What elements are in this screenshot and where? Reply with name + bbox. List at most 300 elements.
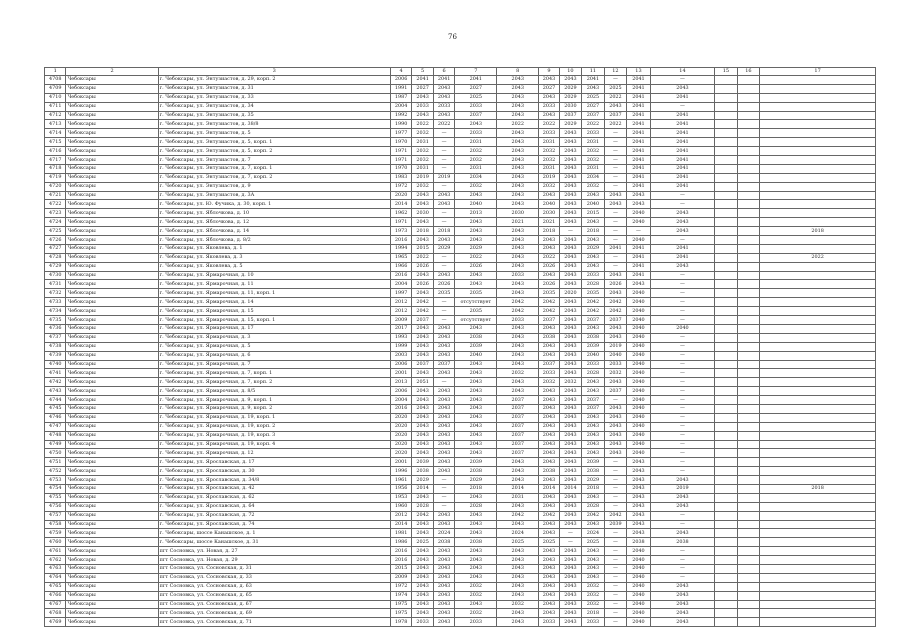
table-cell: 2033 <box>497 271 539 280</box>
table-cell: 2040 <box>627 609 651 618</box>
table-cell <box>760 378 876 387</box>
table-cell: Чебоксары <box>66 529 158 538</box>
column-number-6: 6 <box>433 68 454 76</box>
table-cell: 2043 <box>433 200 454 209</box>
table-cell: г. Чебоксары, ул. Яковлева, д. 3 <box>158 253 390 262</box>
table-cell: 2015 <box>390 564 411 573</box>
table-cell: 2043 <box>455 324 497 333</box>
table-cell <box>715 573 738 582</box>
table-cell: 2043 <box>497 191 539 200</box>
table-cell: 2027 <box>455 84 497 93</box>
table-cell <box>737 244 760 253</box>
table-cell: 2043 <box>539 191 559 200</box>
table-cell <box>715 351 738 360</box>
table-cell: 4764 <box>45 573 66 582</box>
table-cell: 2043 <box>559 609 582 618</box>
table-cell: 2043 <box>627 484 651 493</box>
table-cell: 1960 <box>390 502 411 511</box>
table-cell <box>760 164 876 173</box>
table-row <box>45 378 876 387</box>
table-cell: 2012 <box>390 307 411 316</box>
table-cell: 2043 <box>559 493 582 502</box>
table-cell: 2006 <box>390 360 411 369</box>
table-cell: 2043 <box>559 404 582 413</box>
table-row <box>45 573 876 582</box>
table-cell: 2040 <box>627 449 651 458</box>
table-cell: 2043 <box>433 93 454 102</box>
table-row <box>45 467 876 476</box>
table-cell: 2043 <box>433 111 454 120</box>
table-cell: 2043 <box>539 573 559 582</box>
table-cell: 2043 <box>497 342 539 351</box>
table-row <box>45 449 876 458</box>
table-cell: 2032 <box>582 591 605 600</box>
table-cell: 2038 <box>539 467 559 476</box>
table-cell: 2032 <box>539 378 559 387</box>
table-cell: — <box>604 467 627 476</box>
table-cell: 2043 <box>412 449 433 458</box>
table-row <box>45 476 876 485</box>
table-cell: — <box>433 218 454 227</box>
table-cell: 2028 <box>582 369 605 378</box>
table-row <box>45 493 876 502</box>
table-cell: 1971 <box>390 147 411 156</box>
table-cell: 2032 <box>559 378 582 387</box>
table-cell: 4708 <box>45 76 66 85</box>
table-cell: 2043 <box>433 556 454 565</box>
table-cell: г. Чебоксары, ул. Яблочкова, д. 8/2 <box>158 236 390 245</box>
table-cell <box>715 147 738 156</box>
table-cell: 2043 <box>582 449 605 458</box>
table-cell <box>737 120 760 129</box>
table-cell: 2043 <box>497 129 539 138</box>
table-cell: 2038 <box>650 538 714 547</box>
table-cell: 2039 <box>455 458 497 467</box>
table-row <box>45 387 876 396</box>
table-cell: 2043 <box>433 369 454 378</box>
table-cell: 2029 <box>455 476 497 485</box>
table-cell: 2043 <box>433 351 454 360</box>
table-cell <box>760 493 876 502</box>
table-cell: г. Чебоксары, ул. Ярмарочная, д. 15 <box>158 307 390 316</box>
table-cell <box>760 209 876 218</box>
table-cell: — <box>604 591 627 600</box>
table-cell: 2043 <box>433 600 454 609</box>
table-cell: 2043 <box>559 396 582 405</box>
table-row <box>45 396 876 405</box>
table-cell: Чебоксары <box>66 316 158 325</box>
table-cell: 2043 <box>497 280 539 289</box>
table-cell <box>715 316 738 325</box>
table-cell: 4734 <box>45 307 66 316</box>
table-cell: — <box>433 316 454 325</box>
table-cell: 2043 <box>559 600 582 609</box>
table-cell: 2043 <box>650 262 714 271</box>
table-cell: 2039 <box>604 520 627 529</box>
table-cell <box>760 609 876 618</box>
table-cell: 2041 <box>650 173 714 182</box>
table-cell <box>737 307 760 316</box>
table-cell: 2032 <box>455 156 497 165</box>
table-cell: — <box>604 173 627 182</box>
table-cell: 4767 <box>45 600 66 609</box>
table-cell: 2016 <box>390 556 411 565</box>
table-cell <box>760 520 876 529</box>
table-cell: 2043 <box>559 173 582 182</box>
table-cell: — <box>604 129 627 138</box>
table-cell <box>760 502 876 511</box>
table-cell: 2043 <box>650 600 714 609</box>
table-cell <box>760 218 876 227</box>
table-cell: 2041 <box>627 102 651 111</box>
table-cell: Чебоксары <box>66 262 158 271</box>
table-cell: Чебоксары <box>66 298 158 307</box>
table-cell: пгт Сосновка, ул. Сосновская, д. 69 <box>158 609 390 618</box>
table-cell <box>737 609 760 618</box>
table-cell: 2043 <box>497 156 539 165</box>
table-cell: 2043 <box>539 502 559 511</box>
table-cell: 2043 <box>539 547 559 556</box>
table-cell: 4754 <box>45 484 66 493</box>
table-cell: 1961 <box>390 476 411 485</box>
table-cell: 2037 <box>604 111 627 120</box>
table-cell: 2033 <box>582 360 605 369</box>
table-cell: 2043 <box>539 342 559 351</box>
table-cell: 2043 <box>559 618 582 627</box>
table-cell: — <box>650 271 714 280</box>
table-cell <box>760 129 876 138</box>
table-cell: 2043 <box>539 93 559 102</box>
table-cell: 1971 <box>390 156 411 165</box>
table-cell: 2042 <box>539 511 559 520</box>
column-number-13: 13 <box>627 68 651 76</box>
table-cell: 2043 <box>604 413 627 422</box>
table-cell: 2043 <box>497 102 539 111</box>
table-cell <box>760 93 876 102</box>
table-cell: 2040 <box>627 591 651 600</box>
table-cell: 4760 <box>45 538 66 547</box>
table-cell: г. Чебоксары, ул. Ярмарочная, д. 7, корп. 1 <box>158 369 390 378</box>
table-cell <box>737 404 760 413</box>
table-cell: 2043 <box>559 440 582 449</box>
table-cell: 2031 <box>582 138 605 147</box>
column-number-14: 14 <box>650 68 714 76</box>
table-cell: 2014 <box>539 484 559 493</box>
table-cell: 2043 <box>604 271 627 280</box>
table-cell: Чебоксары <box>66 547 158 556</box>
table-cell: — <box>650 404 714 413</box>
table-cell: 2028 <box>582 502 605 511</box>
table-cell: Чебоксары <box>66 173 158 182</box>
table-cell: — <box>604 227 627 236</box>
table-row <box>45 618 876 627</box>
table-cell: 2043 <box>497 467 539 476</box>
table-cell <box>760 280 876 289</box>
table-cell: 2043 <box>433 324 454 333</box>
table-cell: 2043 <box>412 200 433 209</box>
table-cell: 2031 <box>539 164 559 173</box>
table-cell: 1973 <box>390 227 411 236</box>
table-cell <box>737 493 760 502</box>
column-number-10: 10 <box>559 68 582 76</box>
table-cell: 2026 <box>412 262 433 271</box>
table-cell: г. Чебоксары, ул. Энтузиастов, д. 31 <box>158 84 390 93</box>
table-cell: Чебоксары <box>66 493 158 502</box>
table-cell: 2043 <box>497 360 539 369</box>
table-cell <box>760 182 876 191</box>
table-cell: г. Чебоксары, ул. Ярмарочная, д. 3 <box>158 333 390 342</box>
table-cell <box>715 200 738 209</box>
table-cell: — <box>650 467 714 476</box>
table-cell: 2040 <box>627 396 651 405</box>
table-cell: г. Чебоксары, ул. Ярмарочная, д. 10 <box>158 271 390 280</box>
table-cell: 1970 <box>390 164 411 173</box>
table-cell: 2043 <box>433 387 454 396</box>
table-cell: 4725 <box>45 227 66 236</box>
table-cell: пгт Сосновка, ул. Сосновская, д. 63 <box>158 582 390 591</box>
table-cell <box>760 573 876 582</box>
table-cell: 2042 <box>582 511 605 520</box>
table-cell: 2031 <box>582 164 605 173</box>
table-cell <box>737 316 760 325</box>
table-cell: 2043 <box>559 591 582 600</box>
table-row <box>45 333 876 342</box>
table-cell: 2032 <box>582 182 605 191</box>
table-cell <box>715 324 738 333</box>
table-cell: 2043 <box>559 236 582 245</box>
table-cell <box>760 449 876 458</box>
table-cell: 2043 <box>433 564 454 573</box>
table-cell: 2043 <box>559 422 582 431</box>
table-cell: — <box>650 351 714 360</box>
table-cell: 2017 <box>390 324 411 333</box>
table-cell: 2043 <box>497 378 539 387</box>
table-cell: — <box>604 458 627 467</box>
table-cell: 2043 <box>412 600 433 609</box>
table-cell: 2037 <box>497 413 539 422</box>
table-cell <box>715 387 738 396</box>
table-cell: — <box>650 76 714 85</box>
table-cell <box>737 502 760 511</box>
table-cell: 2022 <box>412 120 433 129</box>
table-cell: — <box>604 147 627 156</box>
table-cell: 2043 <box>539 600 559 609</box>
table-cell: 2016 <box>390 236 411 245</box>
table-cell: 2034 <box>582 173 605 182</box>
table-cell: 2043 <box>433 342 454 351</box>
table-cell: г. Чебоксары, ул. Энтузиастов, д. 5, корп. 1 <box>158 138 390 147</box>
table-cell: 2037 <box>539 316 559 325</box>
table-cell: 2032 <box>412 129 433 138</box>
column-number-9: 9 <box>539 68 559 76</box>
table-cell <box>760 316 876 325</box>
table-cell <box>737 84 760 93</box>
table-cell <box>737 582 760 591</box>
table-cell: 2043 <box>604 200 627 209</box>
table-cell: 2043 <box>455 396 497 405</box>
table-cell: 2040 <box>627 209 651 218</box>
table-cell <box>737 191 760 200</box>
table-cell <box>760 618 876 627</box>
table-cell: 2043 <box>497 333 539 342</box>
table-row <box>45 591 876 600</box>
table-cell: 2014 <box>390 200 411 209</box>
table-cell: 2029 <box>412 476 433 485</box>
table-cell: 2043 <box>627 520 651 529</box>
table-cell: 2043 <box>433 236 454 245</box>
table-cell: 2031 <box>412 138 433 147</box>
table-cell: Чебоксары <box>66 387 158 396</box>
table-cell: 2031 <box>539 138 559 147</box>
table-cell: 2043 <box>627 280 651 289</box>
table-row <box>45 182 876 191</box>
table-cell: г. Чебоксары, ул. Ярмарочная, д. 6 <box>158 351 390 360</box>
table-cell: 4755 <box>45 493 66 502</box>
table-row <box>45 369 876 378</box>
table-cell <box>737 396 760 405</box>
table-cell: 2032 <box>582 582 605 591</box>
table-cell: — <box>627 227 651 236</box>
table-cell: 2041 <box>627 84 651 93</box>
table-cell: 2016 <box>390 404 411 413</box>
table-row <box>45 600 876 609</box>
table-row <box>45 324 876 333</box>
table-cell: 2040 <box>627 564 651 573</box>
table-cell: 2043 <box>559 511 582 520</box>
table-cell: 2029 <box>433 244 454 253</box>
table-cell: 2040 <box>627 351 651 360</box>
table-cell: 2043 <box>455 387 497 396</box>
table-cell: 2018 <box>539 227 559 236</box>
table-cell: 2040 <box>627 324 651 333</box>
table-cell: 2043 <box>497 547 539 556</box>
table-cell: 2040 <box>627 360 651 369</box>
table-cell: 2043 <box>582 218 605 227</box>
table-cell: г. Чебоксары, ул. Ярославская, д. 72 <box>158 511 390 520</box>
table-cell: 2003 <box>390 351 411 360</box>
table-cell: — <box>604 600 627 609</box>
table-cell: 2043 <box>582 262 605 271</box>
table-cell: 2041 <box>627 164 651 173</box>
table-cell <box>737 467 760 476</box>
table-cell: 4752 <box>45 467 66 476</box>
table-cell: 4722 <box>45 200 66 209</box>
table-cell: Чебоксары <box>66 360 158 369</box>
table-row <box>45 156 876 165</box>
table-cell: 4737 <box>45 333 66 342</box>
table-cell: 2040 <box>627 307 651 316</box>
table-cell: 2043 <box>433 449 454 458</box>
table-cell: — <box>604 573 627 582</box>
table-cell: 2043 <box>497 387 539 396</box>
table-cell: Чебоксары <box>66 271 158 280</box>
table-row <box>45 484 876 493</box>
table-cell: 2043 <box>455 493 497 502</box>
table-cell: 2043 <box>455 564 497 573</box>
table-cell: Чебоксары <box>66 191 158 200</box>
table-cell: — <box>650 449 714 458</box>
table-cell: 2043 <box>497 618 539 627</box>
table-cell <box>715 120 738 129</box>
table-cell: 2043 <box>582 324 605 333</box>
table-cell: пгт Сосновка, ул. Новая, д. 29 <box>158 556 390 565</box>
table-cell: 2043 <box>604 431 627 440</box>
table-cell: 2037 <box>604 387 627 396</box>
table-cell: 2018 <box>412 227 433 236</box>
page-number: 76 <box>448 33 457 41</box>
table-cell <box>715 93 738 102</box>
table-cell: 4716 <box>45 147 66 156</box>
table-cell <box>760 360 876 369</box>
table-cell: 2040 <box>582 200 605 209</box>
table-cell: 2043 <box>497 164 539 173</box>
table-cell <box>715 271 738 280</box>
table-cell: 2042 <box>497 307 539 316</box>
table-cell: 2009 <box>390 573 411 582</box>
table-cell <box>760 236 876 245</box>
table-cell: Чебоксары <box>66 556 158 565</box>
table-cell: 1966 <box>390 262 411 271</box>
table-cell <box>715 591 738 600</box>
column-number-16: 16 <box>737 68 760 76</box>
table-cell: 2043 <box>604 422 627 431</box>
table-cell: 2033 <box>604 360 627 369</box>
table-cell: 2043 <box>539 396 559 405</box>
table-cell: 2040 <box>627 547 651 556</box>
table-cell: 2041 <box>627 111 651 120</box>
table-cell: г. Чебоксары, ул. Энтузиастов, д. 7, корп. 1 <box>158 164 390 173</box>
table-row <box>45 360 876 369</box>
table-cell: 2033 <box>497 316 539 325</box>
table-cell: 4759 <box>45 529 66 538</box>
table-row <box>45 289 876 298</box>
table-cell: 4728 <box>45 253 66 262</box>
table-cell: — <box>433 493 454 502</box>
table-cell: 2043 <box>412 404 433 413</box>
table-cell: — <box>650 307 714 316</box>
table-cell <box>715 529 738 538</box>
table-cell: 2040 <box>627 236 651 245</box>
table-cell: 2043 <box>604 191 627 200</box>
table-cell <box>760 387 876 396</box>
table-cell <box>715 467 738 476</box>
table-cell: 2043 <box>539 440 559 449</box>
table-cell <box>760 529 876 538</box>
table-cell: 2014 <box>412 484 433 493</box>
table-cell: 2041 <box>627 138 651 147</box>
table-cell: — <box>650 520 714 529</box>
table-cell: 2022 <box>582 120 605 129</box>
table-cell: 2030 <box>559 102 582 111</box>
table-cell: 1987 <box>390 93 411 102</box>
table-cell <box>715 484 738 493</box>
table-cell <box>737 182 760 191</box>
table-cell: 2019 <box>604 342 627 351</box>
table-cell <box>737 484 760 493</box>
table-cell: 2043 <box>412 111 433 120</box>
table-cell <box>760 547 876 556</box>
table-cell: 2038 <box>539 333 559 342</box>
table-cell: 2043 <box>433 467 454 476</box>
table-cell: Чебоксары <box>66 564 158 573</box>
table-cell: 2040 <box>627 573 651 582</box>
table-cell: 2043 <box>627 529 651 538</box>
table-cell: 2040 <box>582 351 605 360</box>
table-cell: 2043 <box>650 609 714 618</box>
table-cell: 2043 <box>650 529 714 538</box>
table-cell: 2027 <box>539 84 559 93</box>
table-cell: 1991 <box>390 84 411 93</box>
